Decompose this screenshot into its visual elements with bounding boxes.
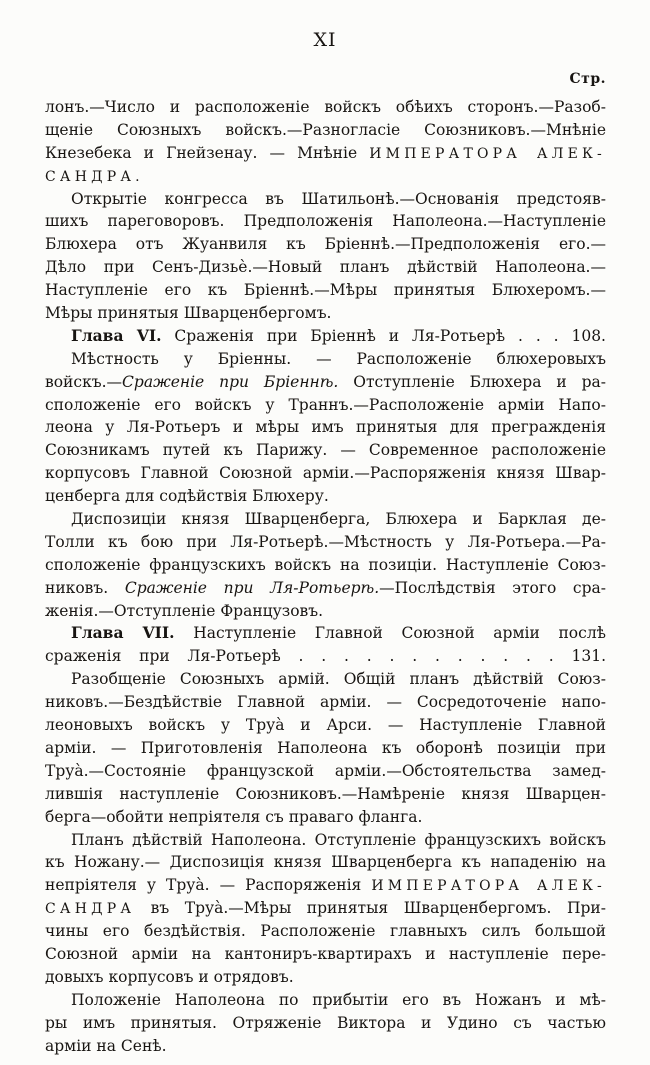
toc-text: Планъ дѣйствій Наполеона. Отступленіе французскихъ войскъ (71, 830, 606, 849)
toc-line (45, 966, 606, 989)
chapter-label: Глава VI. (71, 325, 162, 345)
toc-line (45, 302, 606, 325)
toc-line (45, 485, 606, 508)
toc-paragraph (45, 188, 606, 325)
toc-line (45, 416, 606, 439)
page-number-roman: XI (313, 29, 337, 51)
toc-line (45, 783, 606, 806)
toc-text: Разобщеніе Союзныхъ армій. Общій планъ дѣйствій Союз- (71, 670, 606, 689)
toc-line (45, 188, 606, 211)
toc-text: женія.—Отступленіе Французовъ. (45, 601, 324, 620)
toc-paragraph (45, 829, 606, 989)
toc-paragraph (45, 668, 606, 828)
toc-line (45, 210, 606, 233)
page-column-label: Стр. (569, 71, 606, 87)
toc-chapter-line (45, 622, 606, 645)
toc-text: лившія наступленіе Союзниковъ.—Намѣреніе князя Шварцен- (45, 784, 606, 803)
toc-line (45, 348, 606, 371)
toc-text: непріятеля у Труà. — Распоряженія (45, 876, 372, 895)
toc-text: Открытіе конгресса въ Шатильонѣ.—Основанія предстояв- (71, 189, 606, 208)
toc-line (45, 943, 606, 966)
toc-text: арміи на Сенѣ. (45, 1036, 167, 1055)
toc-line (45, 256, 606, 279)
toc-text: Диспозиціи князя Шварценберга, Блюхера и Барклая де- (71, 510, 606, 529)
chapter-label: Глава VII. (71, 623, 175, 643)
toc-text: сположеніе французскихъ войскъ на позиціи. Наступленіе Союз- (45, 555, 606, 574)
toc-line (45, 531, 606, 554)
toc-paragraph (45, 348, 606, 508)
toc-text: Положеніе Наполеона по прибытіи его въ Ножанъ и мѣ- (71, 990, 606, 1009)
toc-text: Дѣло при Сенъ-Дизьѐ.—Новый планъ дѣйствій Наполеона.— (45, 258, 606, 277)
toc-text: ценберга для содѣйствія Блюхеру. (45, 487, 329, 506)
toc-body (45, 96, 606, 1057)
toc-text: никовъ.—Бездѣйствіе Главной арміи. — Сосредоточеніе напо- (45, 693, 606, 712)
toc-line (45, 96, 606, 119)
toc-line (45, 142, 606, 165)
imperial-name-spaced: ИМПЕРАТОРА АЛЕК- (369, 145, 606, 162)
imperial-name-spaced: САНДРА. (45, 168, 144, 185)
toc-chapter-line (45, 645, 606, 668)
toc-text: Сраженія при Бріеннѣ и Ля-Ротьерѣ . . . 108. (161, 326, 606, 345)
toc-text: Наступленіе его къ Бріеннѣ.—Мѣры принятыя Блюхеромъ.— (45, 281, 606, 300)
imperial-name-spaced: ИМПЕРАТОРА АЛЕК- (371, 878, 606, 895)
toc-text: Союзникамъ путей къ Парижу. — Современное расположеніе (45, 441, 606, 460)
toc-text: —Послѣдствія этого сра- (379, 578, 606, 597)
toc-line (45, 1035, 606, 1058)
toc-line (45, 577, 606, 600)
toc-text: берга—обойти непріятеля съ праваго фланга. (45, 807, 423, 826)
toc-line (45, 439, 606, 462)
toc-paragraph (45, 989, 606, 1058)
toc-line (45, 760, 606, 783)
toc-line (45, 829, 606, 852)
toc-line (45, 851, 606, 874)
toc-line (45, 165, 606, 188)
toc-line (45, 600, 606, 623)
toc-chapter-line (45, 325, 606, 348)
toc-text: ры имъ принятыя. Отряженіе Виктора и Удино съ частью (45, 1013, 606, 1032)
toc-text: леоновыхъ войскъ у Труà и Арси. — Наступленіе Главной (45, 716, 606, 735)
toc-line (45, 371, 606, 394)
toc-line (45, 233, 606, 256)
toc-text: арміи. — Приготовленія Наполеона къ оборонѣ позиціи при (45, 738, 606, 757)
toc-text: Мѣстность у Бріенны. — Расположеніе блюхеровыхъ (71, 349, 606, 368)
toc-text: чины его бездѣйствія. Расположеніе главныхъ силъ большой (45, 922, 606, 941)
toc-paragraph (45, 96, 606, 188)
toc-paragraph (45, 508, 606, 622)
toc-text: корпусовъ Главной Союзной арміи.—Распоряженія князя Швар- (45, 464, 606, 483)
imperial-name-spaced: САНДРА (45, 901, 136, 918)
toc-text: щеніе Союзныхъ войскъ.—Разногласіе Союзниковъ.—Мнѣніе (45, 120, 606, 139)
toc-text: Толли къ бою при Ля-Ротьерѣ.—Мѣстность у Ля-Ротьера.—Ра- (45, 532, 606, 551)
toc-text: лонъ.—Число и расположеніе войскъ обѣихъ сторонъ.—Разоб- (45, 98, 606, 116)
toc-line (45, 668, 606, 691)
toc-line (45, 806, 606, 829)
toc-text: довыхъ корпусовъ и отрядовъ. (45, 967, 294, 986)
toc-line (45, 737, 606, 760)
toc-text: войскъ.— (45, 372, 123, 391)
toc-line (45, 119, 606, 142)
toc-line (45, 394, 606, 417)
toc-text: Блюхера отъ Жуанвиля къ Бріеннѣ.—Предположенія его.— (45, 235, 606, 254)
toc-line (45, 279, 606, 302)
toc-line (45, 714, 606, 737)
battle-name-italic: Сраженіе при Бріеннѣ. (122, 372, 339, 391)
toc-line (45, 1012, 606, 1035)
toc-chapter-entry (45, 622, 606, 668)
toc-line (45, 691, 606, 714)
toc-text: Мѣры принятыя Шварценбергомъ. (45, 304, 332, 323)
toc-text: Отступленіе Блюхера и ра- (338, 372, 606, 391)
toc-text: Наступленіе Главной Союзной арміи послѣ (174, 624, 606, 643)
toc-text: Кнезебека и Гнейзенау. — Мнѣніе (45, 143, 370, 162)
toc-line (45, 897, 606, 920)
toc-line (45, 920, 606, 943)
toc-line (45, 874, 606, 897)
toc-text: въ Труà.—Мѣры принятыя Шварценбергомъ. При- (135, 899, 606, 918)
toc-text: Союзной арміи на кантониръ-квартирахъ и наступленіе пере- (45, 944, 606, 963)
toc-text: Труà.—Состояніе французской арміи.—Обстоятельства замед- (45, 761, 606, 780)
toc-text: къ Ножану.— Диспозиція князя Шварценберга къ нападенію на (45, 853, 606, 872)
toc-text: никовъ. (45, 578, 125, 597)
toc-text: сположеніе его войскъ у Траннъ.—Расположеніе арміи Напо- (45, 395, 606, 414)
toc-chapter-entry (45, 325, 606, 348)
toc-line (45, 508, 606, 531)
toc-line (45, 989, 606, 1012)
toc-text: шихъ пареговоровъ. Предположенія Наполеона.—Наступленіе (45, 212, 606, 231)
toc-line (45, 554, 606, 577)
toc-line (45, 462, 606, 485)
toc-text: леона у Ля-Ротьеръ и мѣры имъ принятыя для прегражденія (45, 418, 606, 437)
toc-text: сраженія при Ля-Ротьерѣ . . . . . . . . . . . . 131. (45, 647, 606, 666)
battle-name-italic: Сраженіе при Ля-Ротьерѣ. (124, 578, 380, 597)
